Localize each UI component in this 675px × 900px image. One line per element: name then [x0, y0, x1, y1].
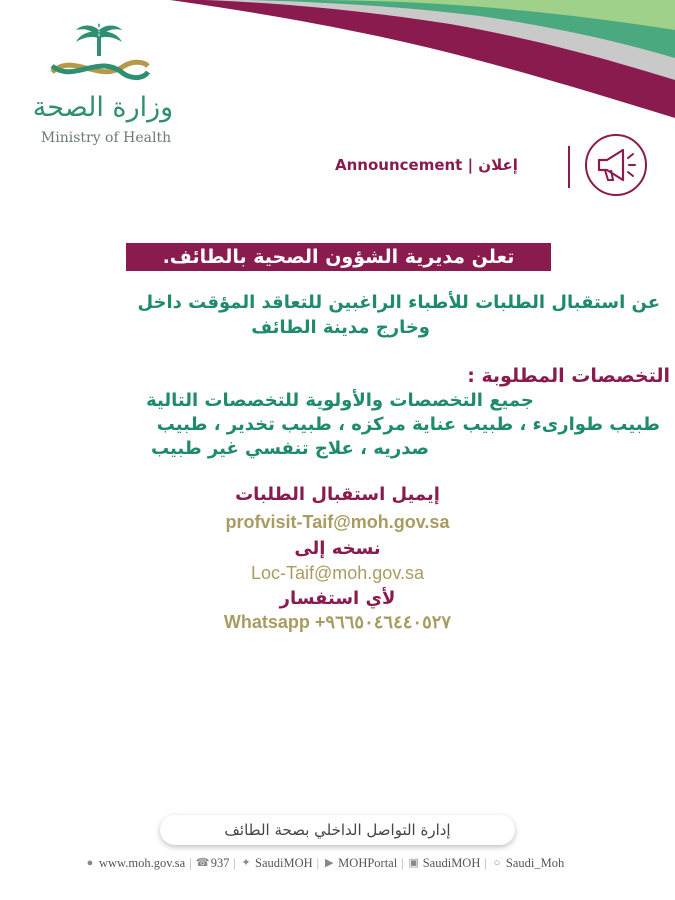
palm-swords-emblem-icon — [44, 22, 154, 102]
specialties-heading: التخصصات المطلوبة : — [467, 365, 670, 387]
social-snapchat[interactable] — [491, 856, 564, 871]
header-divider — [568, 146, 570, 188]
social-separator: | — [484, 855, 487, 870]
intro-line-2: وخارج مدينة الطائف — [251, 317, 430, 338]
logo-arabic-text: وزارة الصحة — [32, 92, 174, 123]
social-website-label: www.moh.gov.sa — [99, 855, 186, 870]
cc-label: نسخه إلى — [294, 538, 381, 559]
intro-paragraph — [20, 290, 660, 340]
department-footer-pill: إدارة التواصل الداخلي بصحة الطائف — [160, 815, 515, 845]
announcement-header — [335, 132, 655, 202]
social-separator: | — [233, 855, 236, 870]
specialties-line-3: صدريه ، علاج تنفسي غير طبيب — [150, 438, 430, 459]
social-phone-label: 937 — [210, 855, 230, 870]
inquiry-label: لأي استفسار — [279, 588, 396, 609]
twitter-icon: ✦ — [241, 857, 251, 869]
social-separator: | — [401, 855, 404, 870]
social-phone[interactable] — [196, 856, 230, 871]
social-instagram[interactable] — [408, 856, 481, 871]
social-snapchat-label: Saudi_Moh — [505, 855, 565, 870]
email-label: إيميل استقبال الطلبات — [235, 484, 440, 505]
primary-email-link[interactable]: profvisit-Taif@moh.gov.sa — [225, 512, 450, 532]
phone-icon: ☎ — [195, 857, 210, 869]
specialties-line-2: طبيب طوارىء ، طبيب عناية مركزه ، طبيب تخدير ، طبيب — [156, 414, 660, 435]
social-links-bar — [84, 852, 644, 874]
social-instagram-label: SaudiMOH — [422, 855, 481, 870]
announcement-label: Announcement | إعلان — [335, 156, 518, 174]
social-separator: | — [189, 855, 192, 870]
social-twitter[interactable] — [240, 856, 313, 871]
social-website[interactable] — [84, 856, 185, 871]
social-twitter-label: SaudiMOH — [255, 855, 313, 870]
globe-icon: ● — [86, 857, 94, 869]
logo-english-text: Ministry of Health — [40, 130, 172, 146]
specialties-line-1: جميع التخصصات والأولوية للتخصصات التالية — [146, 390, 534, 411]
intro-line-1: عن استقبال الطلبات للأطباء الراغبين للتعاقد المؤقت داخل — [137, 292, 660, 313]
moh-logo — [22, 22, 182, 152]
social-youtube[interactable] — [323, 856, 397, 871]
social-youtube-label: MOHPortal — [338, 855, 398, 870]
megaphone-icon — [583, 132, 649, 198]
instagram-icon: ▣ — [408, 857, 419, 869]
whatsapp-contact[interactable]: Whatsapp +٩٦٦٥٠٤٦٤٤٠٥٢٧ — [223, 612, 452, 632]
social-separator: | — [316, 855, 320, 870]
cc-email-link[interactable]: Loc-Taif@moh.gov.sa — [250, 563, 424, 583]
announcement-title: تعلن مديرية الشؤون الصحية بالطائف. — [126, 243, 551, 271]
youtube-icon: ▶ — [324, 857, 334, 869]
snapchat-icon: ○ — [493, 857, 501, 869]
